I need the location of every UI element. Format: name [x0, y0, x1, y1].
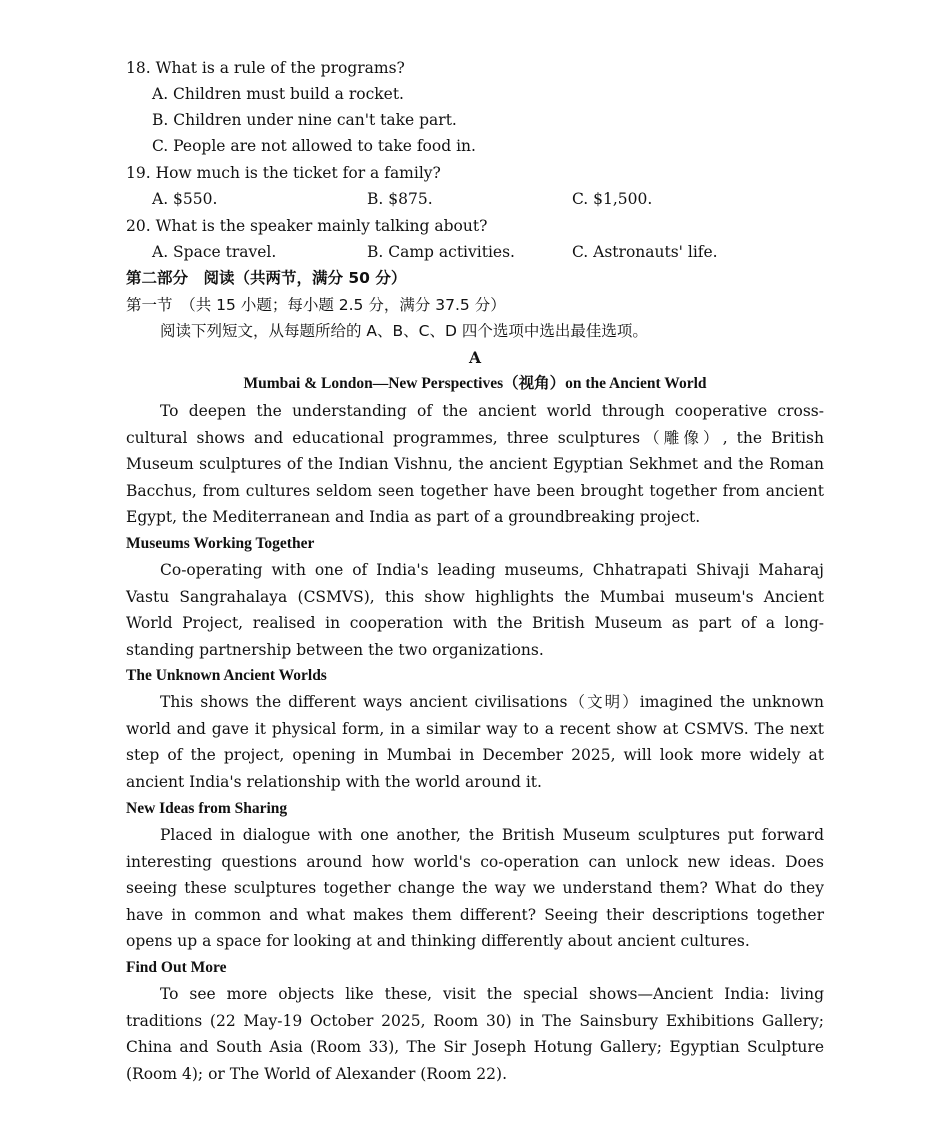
question-18-option-a: A. Children must build a rocket.	[152, 85, 404, 103]
question-18-option-b: B. Children under nine can't take part.	[152, 111, 457, 129]
section-heading-unknown-ancient-worlds: The Unknown Ancient Worlds	[126, 667, 327, 684]
question-19-option-c: C. $1,500.	[572, 190, 653, 208]
question-20-option-a: A. Space travel.	[152, 243, 277, 261]
question-19-option-a: A. $550.	[152, 190, 218, 208]
question-19-stem: 19. How much is the ticket for a family?	[126, 164, 441, 182]
part-two-title: 第二部分 阅读（共两节，满分 50 分）	[126, 269, 407, 287]
question-20-option-b: B. Camp activities.	[367, 243, 515, 261]
passage-letter: A	[468, 348, 482, 367]
question-18-option-c: C. People are not allowed to take food in.	[152, 137, 476, 155]
passage-intro-paragraph: To deepen the understanding of the ancient world through cooperative cross-cultural shows and educational programmes, three sculptures（雕像）, the British Museum sculptures of the Indian Vishnu, the ancient Egyptian Sekhmet and the Roman Bacchus, from cultures seldom seen together have been brought together from ancient Egypt, the Mediterranean and India as part of a groundbreaking project.	[126, 402, 824, 526]
section-heading-find-out-more: Find Out More	[126, 959, 227, 976]
subsection-title: 第一节 （共 15 小题；每小题 2.5 分，满分 37.5 分）	[126, 296, 506, 314]
section-text-unknown-ancient-worlds: This shows the different ways ancient civilisations（文明）imagined the unknown world and gave it physical form, in a similar way to a recent show at CSMVS. The next step of the project, opening in Mumbai in December 2025, will look more widely at ancient India's relationship with the world around it.	[126, 693, 824, 791]
section-text-find-out-more: To see more objects like these, visit the special shows—Ancient India: living traditions (22 May-19 October 2025, Room 30) in The Sainsbury Exhibitions Gallery; China and South Asia (Room 33), The Sir Joseph Hotung Gallery; Egyptian Sculpture (Room 4); or The World of Alexander (Room 22).	[126, 985, 824, 1083]
reading-instruction: 阅读下列短文，从每题所给的 A、B、C、D 四个选项中选出最佳选项。	[160, 322, 648, 340]
section-heading-new-ideas-from-sharing: New Ideas from Sharing	[126, 800, 288, 817]
passage-title: Mumbai & London—New Perspectives（视角）on the Ancient World	[243, 375, 707, 392]
question-20-option-c: C. Astronauts' life.	[572, 243, 718, 261]
section-text-new-ideas-from-sharing: Placed in dialogue with one another, the British Museum sculptures put forward interesting questions around how world's co-operation can unlock new ideas. Does seeing these sculptures together change the way we understand them? What do they have in common and what makes them different? Seeing their descriptions together opens up a space for looking at and thinking differently about ancient cultures.	[126, 826, 824, 950]
section-heading-museums-working-together: Museums Working Together	[126, 535, 315, 552]
question-18-stem: 18. What is a rule of the programs?	[126, 59, 405, 77]
section-text-museums-working-together: Co-operating with one of India's leading museums, Chhatrapati Shivaji Maharaj Vastu Sangrahalaya (CSMVS), this show highlights the Mumbai museum's Ancient World Project, realised in cooperation with the British Museum as part of a long-standing partnership between the two organizations.	[126, 561, 824, 659]
question-20-stem: 20. What is the speaker mainly talking about?	[126, 217, 488, 235]
question-19-option-b: B. $875.	[367, 190, 433, 208]
